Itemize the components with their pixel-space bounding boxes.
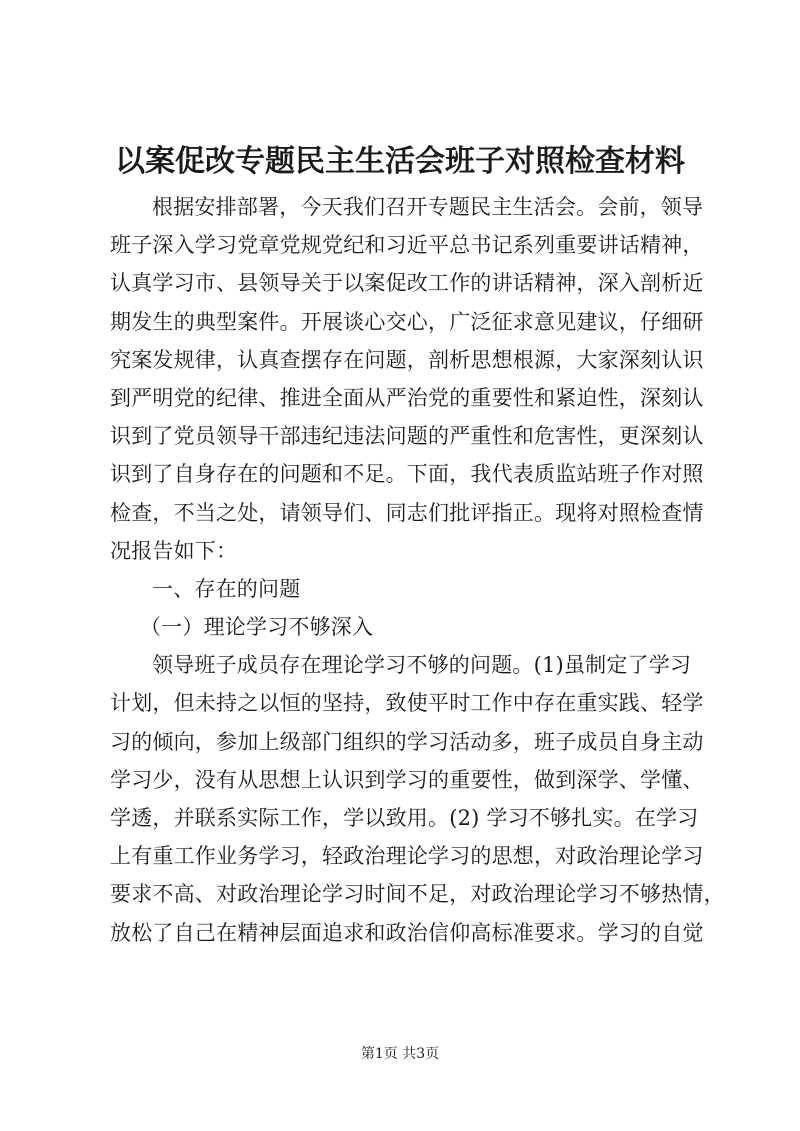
body-line: 领导班子成员存在理论学习不够的问题。(1)虽制定了学习 (152, 653, 692, 678)
body-line: 到严明党的纪律、推进全面从严治党的重要性和紧迫性，深刻认 (110, 385, 704, 410)
body-line: 班子深入学习党章党规党纪和习近平总书记系列重要讲话精神， (110, 233, 704, 258)
body-line: 认真学习市、县领导关于以案促改工作的讲话精神，深入剖析近 (110, 271, 704, 296)
body-line: 究案发规律，认真查摆存在问题，剖析思想根源，大家深刻认识 (110, 347, 704, 372)
body-line: 识到了自身存在的问题和不足。下面，我代表质监站班子作对照 (110, 462, 704, 487)
subsection-heading: （一）理论学习不够深入 (140, 615, 374, 640)
body-line: 况报告如下： (110, 538, 238, 563)
document-body (110, 188, 725, 952)
body-line: 识到了党员领导干部违纪违法问题的严重性和危害性，更深刻认 (110, 424, 704, 449)
body-line: 习的倾向，参加上级部门组织的学习活动多，班子成员自身主动 (110, 729, 704, 754)
body-line: 要求不高、对政治理论学习时间不足，对政治理论学习不够热情， (110, 882, 725, 907)
body-line: 计划，但未持之以恒的坚持，致使平时工作中存在重实践、轻学 (110, 691, 704, 716)
body-line: 根据安排部署，今天我们召开专题民主生活会。会前，领导 (152, 195, 704, 219)
body-line: 放松了自己在精神层面追求和政治信仰高标准要求。学习的自觉 (110, 920, 704, 945)
body-line: 上有重工作业务学习，轻政治理论学习的思想，对政治理论学习 (110, 844, 704, 869)
body-line: 检查，不当之处，请领导们、同志们批评指正。现将对照检查情 (110, 500, 704, 525)
body-line: 学习少，没有从思想上认识到学习的重要性，做到深学、学懂、 (110, 767, 704, 792)
section-heading: 一、存在的问题 (152, 576, 301, 601)
body-line: 期发生的典型案件。开展谈心交心，广泛征求意见建议，仔细研 (110, 309, 704, 334)
body-line: 学透，并联系实际工作，学以致用。(2) 学习不够扎实。在学习 (110, 806, 699, 830)
page-footer: 第1页 共3页 (360, 1046, 440, 1062)
document-title: 以案促改专题民主生活会班子对照检查材料 (115, 144, 685, 179)
